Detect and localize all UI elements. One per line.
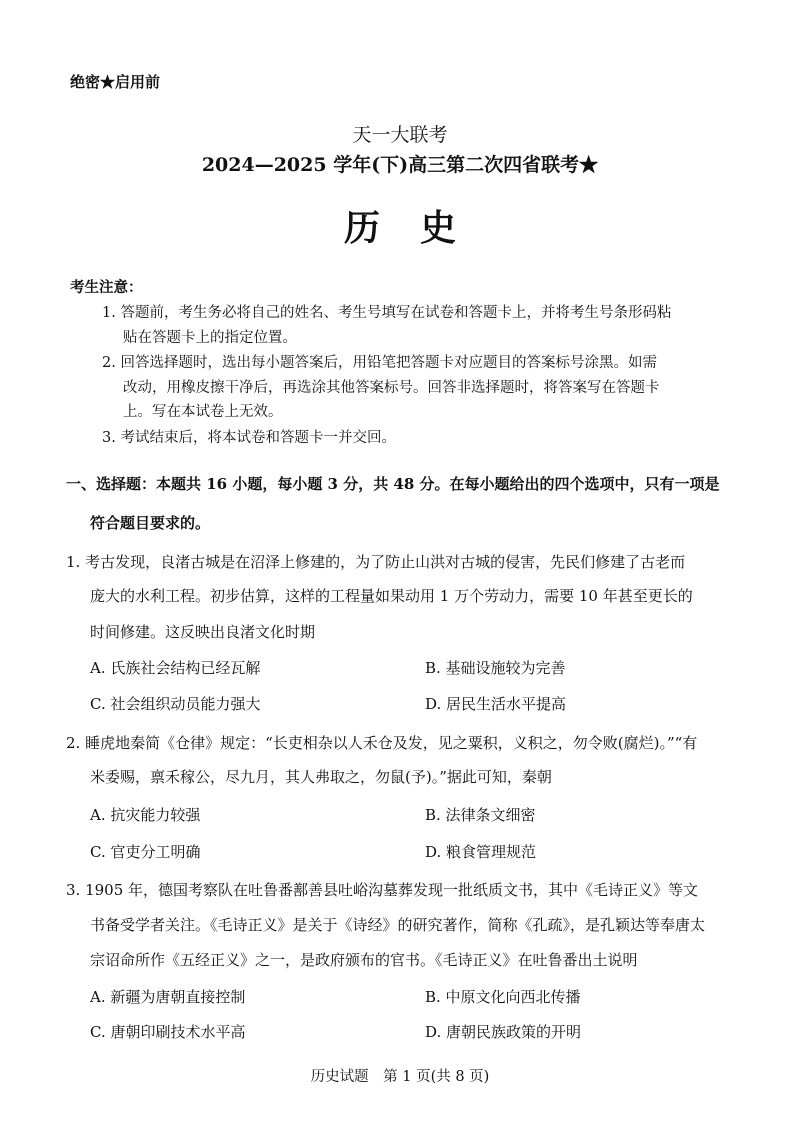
question-2-option-c: C. 官吏分工明确 [90, 843, 201, 861]
exam-title: 2024—2025 学年(下)高三第二次四省联考★ [201, 154, 599, 176]
question-3-stem: 书备受学者关注。《毛诗正义》是关于《诗经》的研究著作，简称《孔疏》，是孔颖达等奉唐太 [90, 916, 706, 934]
exam-organizer: 天一大联考 [352, 124, 448, 146]
question-3-stem: 宗诏命所作《五经正义》之一，是政府颁布的官书。《毛诗正义》在吐鲁番出土说明 [90, 951, 638, 969]
question-2-option-a: A. 抗灾能力较强 [90, 806, 201, 824]
question-3-option-d: D. 唐朝民族政策的开明 [425, 1023, 582, 1041]
question-1-option-b: B. 基础设施较为完善 [425, 659, 566, 677]
question-3-stem: 3. 1905 年，德国考察队在吐鲁番鄯善县吐峪沟墓葬发现一批纸质文书，其中《毛诗正义》等文 [66, 881, 699, 899]
question-1-stem: 1. 考古发现，良渚古城是在沼泽上修建的，为了防止山洪对古城的侵害，先民们修建了古老而 [66, 553, 686, 571]
question-2-stem: 米委赐，禀禾稼公，尽九月，其人弗取之，勿鼠(予)。”据此可知，秦朝 [90, 768, 552, 786]
question-3-option-b: B. 中原文化向西北传播 [425, 988, 581, 1006]
notice-line: 上。写在本试卷上无效。 [123, 404, 283, 420]
question-2-option-b: B. 法律条文细密 [425, 806, 536, 824]
question-1-option-c: C. 社会组织动员能力强大 [90, 695, 261, 713]
question-2-stem: 2. 睡虎地秦简《仓律》规定：“长吏相杂以人禾仓及发，见之粟积，义积之，勿令败(腐烂)。”“有 [66, 734, 698, 752]
notice-line: 3. 考试结束后，将本试卷和答题卡一并交回。 [102, 430, 396, 446]
notice-line: 1. 答题前，考生务必将自己的姓名、考生号填写在试卷和答题卡上，并将考生号条形码粘 [102, 305, 672, 321]
question-3-option-a: A. 新疆为唐朝直接控制 [90, 988, 246, 1006]
notice-line: 2. 回答选择题时，选出每小题答案后，用铅笔把答题卡对应题目的答案标号涂黑。如需 [102, 355, 657, 371]
question-1-stem: 时间修建。这反映出良渚文化时期 [90, 623, 316, 641]
question-3-option-c: C. 唐朝印刷技术水平高 [90, 1023, 246, 1041]
section-heading-cont: 符合题目要求的。 [90, 514, 211, 532]
question-1-stem: 庞大的水利工程。初步估算，这样的工程量如果动用 1 万个劳动力，需要 10 年甚至更长的 [90, 587, 693, 605]
confidential-label: 绝密★启用前 [70, 73, 161, 91]
notice-title: 考生注意： [70, 279, 143, 296]
question-2-option-d: D. 粮食管理规范 [425, 843, 537, 861]
notice-line: 改动，用橡皮擦干净后，再选涂其他答案标号。回答非选择题时，将答案写在答题卡 [123, 380, 660, 396]
question-1-option-a: A. 氏族社会结构已经瓦解 [90, 659, 261, 677]
question-1-option-d: D. 居民生活水平提高 [425, 695, 567, 713]
section-heading: 一、选择题：本题共 16 小题，每小题 3 分，共 48 分。在每小题给出的四个选项中，只有一项是 [66, 475, 720, 493]
notice-line: 贴在答题卡上的指定位置。 [123, 330, 297, 346]
page-footer: 历史试题 第 1 页(共 8 页) [310, 1069, 490, 1085]
subject-title: 历史 [343, 207, 496, 249]
